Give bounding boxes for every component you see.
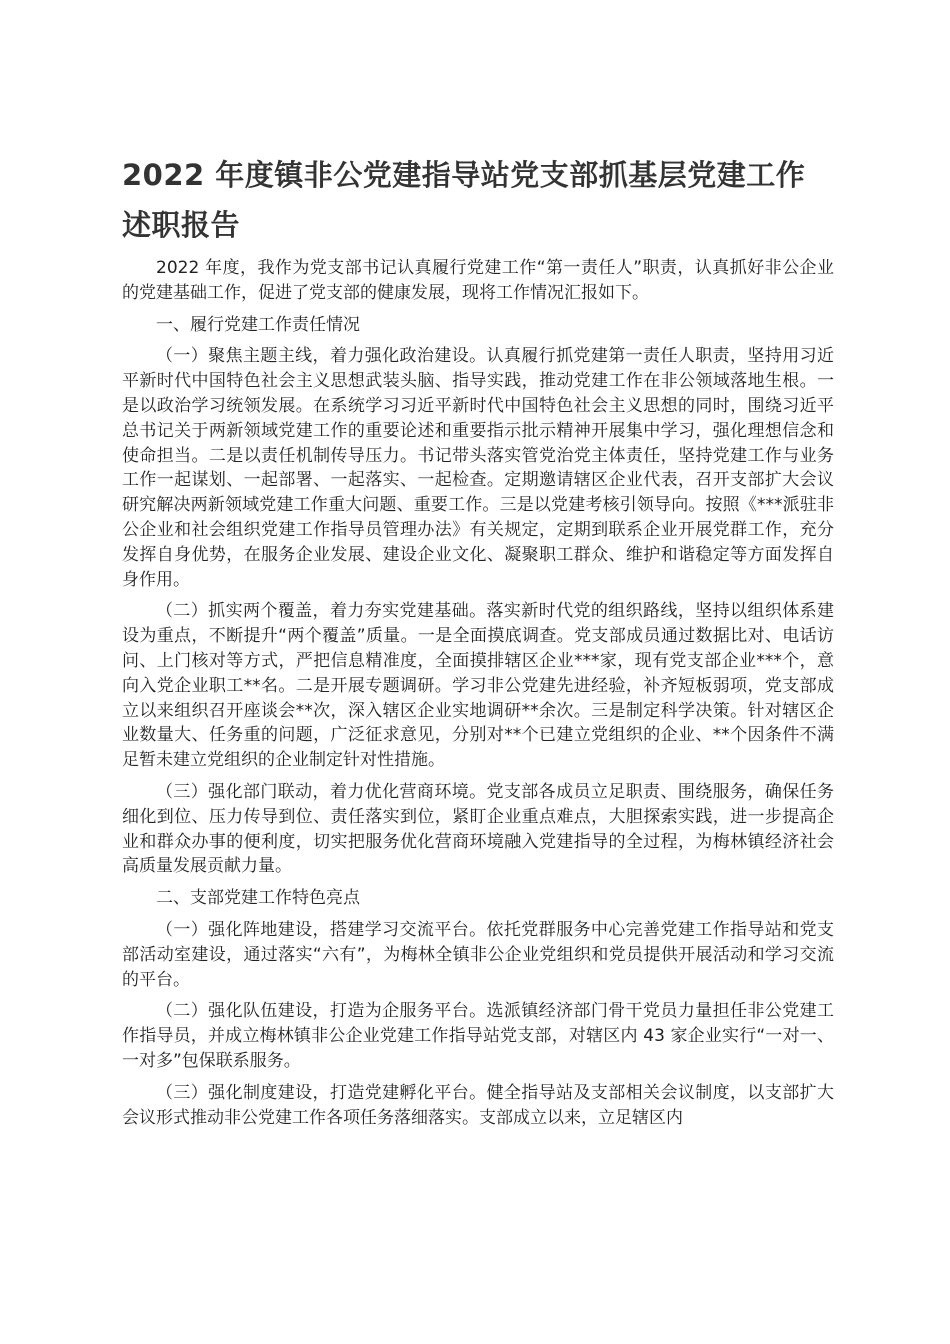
paragraph-1-3: （三）强化部门联动，着力优化营商环境。党支部各成员立足职责、围绕服务，确保任务细化到位、压力传导到位、责任落实到位，紧盯企业重点难点，大胆探索实践，进一步提高企业和群众办事的便利度，切实把服务优化营商环境融入党建指导的全过程，为梅林镇经济社会高质量发展贡献力量。 bbox=[122, 781, 834, 877]
paragraph-2-1: （一）强化阵地建设，搭建学习交流平台。依托党群服务中心完善党建工作指导站和党支部活动室建设，通过落实“六有”，为梅林全镇非公企业党组织和党员提供开展活动和学习交流的平台。 bbox=[122, 919, 834, 990]
document-title: 2022 年度镇非公党建指导站党支部抓基层党建工作述职报告 bbox=[122, 158, 806, 242]
paragraph-2-3: （三）强化制度建设，打造党建孵化平台。健全指导站及支部相关会议制度，以支部扩大会议形式推动非公党建工作各项任务落细落实。支部成立以来，立足辖区内 bbox=[122, 1082, 834, 1128]
section-heading-2: 二、支部党建工作特色亮点 bbox=[156, 888, 360, 909]
document-body bbox=[122, 256, 834, 1137]
paragraph-1-2: （二）抓实两个覆盖，着力夯实党建基础。落实新时代党的组织路线，坚持以组织体系建设为重点，不断提升“两个覆盖”质量。一是全面摸底调查。党支部成员通过数据比对、电话访问、上门核对等方式，严把信息精准度，全面摸排辖区企业***家，现有党支部企业***个，意向入党企业职工**名。二是开展专题调研。学习非公党建先进经验，补齐短板弱项，党支部成立以来组织召开座谈会**次，深入辖区企业实地调研**余次。三是制定科学决策。针对辖区企业数量大、任务重的问题，广泛征求意见，分别对**个已建立党组织的企业、**个因条件不满足暂未建立党组织的企业制定针对性措施。 bbox=[122, 601, 834, 771]
paragraph-1-1: （一）聚焦主题主线，着力强化政治建设。认真履行抓党建第一责任人职责，坚持用习近平新时代中国特色社会主义思想武装头脑、指导实践，推动党建工作在非公领域落地生根。一是以政治学习统领发展。在系统学习习近平新时代中国特色社会主义思想的同时，围绕习近平总书记关于两新领域党建工作的重要论述和重要指示批示精神开展集中学习，强化理想信念和使命担当。二是以责任机制传导压力。书记带头落实管党治党主体责任，坚持党建工作与业务工作一起谋划、一起部署、一起落实、一起检查。定期邀请辖区企业代表，召开支部扩大会议研究解决两新领域党建工作重大问题、重要工作。三是以党建考核引领导向。按照《***派驻非公企业和社会组织党建工作指导员管理办法》有关规定，定期到联系企业开展党群工作，充分发挥自身优势，在服务企业发展、建设企业文化、凝聚职工群众、维护和谐稳定等方面发挥自身作用。 bbox=[122, 346, 834, 590]
intro-paragraph: 2022 年度，我作为党支部书记认真履行党建工作“第一责任人”职责，认真抓好非公企业的党建基础工作，促进了党支部的健康发展，现将工作情况汇报如下。 bbox=[122, 258, 834, 303]
paragraph-2-2: （二）强化队伍建设，打造为企服务平台。选派镇经济部门骨干党员力量担任非公党建工作指导员，并成立梅林镇非公企业党建工作指导站党支部，对辖区内 43 家企业实行“一对一、一对多”包保联系服务。 bbox=[122, 1001, 834, 1071]
section-heading-1: 一、履行党建工作责任情况 bbox=[156, 314, 360, 335]
